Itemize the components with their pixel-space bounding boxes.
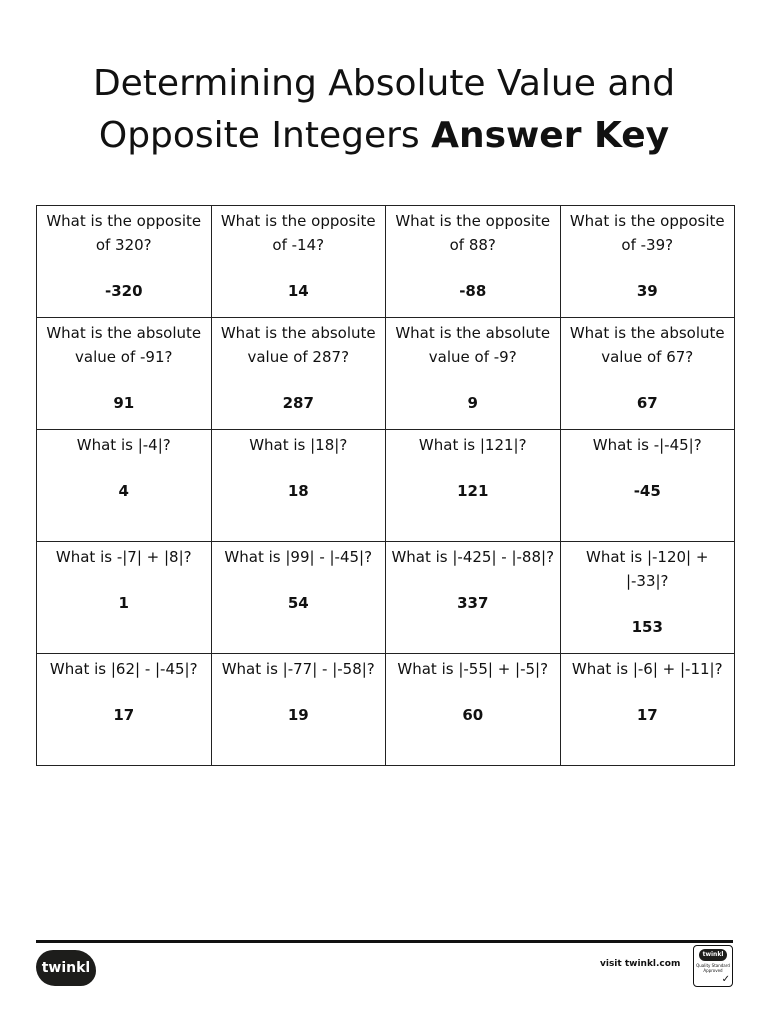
answer-text: -88 <box>459 282 487 300</box>
grid-row <box>37 206 735 318</box>
answer-grid <box>36 205 735 766</box>
question-cell <box>386 430 561 542</box>
question-cell <box>37 206 212 318</box>
answer-text: 1 <box>118 594 129 612</box>
answer-text: 14 <box>287 282 309 300</box>
question-text: What is |99| - |-45|? <box>224 548 373 566</box>
question-text: What is -|-45|? <box>592 436 702 454</box>
question-cell <box>37 654 212 766</box>
question-cell <box>386 318 561 430</box>
footer-divider <box>36 940 733 943</box>
grid-row <box>37 654 735 766</box>
question-text: What is -|7| + |8|? <box>55 548 192 566</box>
question-cell <box>560 206 735 318</box>
answer-text: 17 <box>636 706 658 724</box>
question-cell <box>211 542 386 654</box>
twinkl-logo <box>36 950 96 986</box>
question-text: What is |-120| + |-33|? <box>586 548 709 590</box>
question-text: What is the opposite of 320? <box>46 212 202 254</box>
grid-row <box>37 542 735 654</box>
question-text: What is the absolute value of 287? <box>220 324 376 366</box>
question-text: What is the opposite of -39? <box>569 212 725 254</box>
answer-text: 91 <box>113 394 135 412</box>
checkmark-icon: ✓ <box>721 974 730 985</box>
question-cell <box>386 654 561 766</box>
question-text: What is the opposite of 88? <box>395 212 551 254</box>
question-cell <box>386 206 561 318</box>
question-text: What is |-55| + |-5|? <box>397 660 549 678</box>
grid-row <box>37 318 735 430</box>
badge-logo: twinkl <box>699 949 727 961</box>
answer-text: -320 <box>104 282 143 300</box>
question-cell <box>560 318 735 430</box>
logo-text: twinkl <box>41 960 91 976</box>
answer-text: 4 <box>118 482 129 500</box>
question-cell <box>560 654 735 766</box>
visit-link[interactable]: visit twinkl.com <box>600 959 681 969</box>
title-line-1: Determining Absolute Value and <box>92 63 676 104</box>
answer-text: 9 <box>467 394 478 412</box>
answer-text: -45 <box>633 482 661 500</box>
question-cell <box>560 542 735 654</box>
question-text: What is |18|? <box>249 436 348 454</box>
answer-text: 39 <box>636 282 658 300</box>
question-text: What is the absolute value of 67? <box>569 324 725 366</box>
answer-text: 17 <box>113 706 135 724</box>
question-text: What is |121|? <box>418 436 527 454</box>
badge-text: Quality Standard Approved <box>696 963 730 973</box>
answer-text: 19 <box>287 706 309 724</box>
answer-text: 153 <box>631 618 663 636</box>
question-cell <box>211 318 386 430</box>
question-text: What is the opposite of -14? <box>220 212 376 254</box>
question-text: What is |62| - |-45|? <box>49 660 198 678</box>
question-text: What is |-6| + |-11|? <box>571 660 723 678</box>
question-cell <box>211 206 386 318</box>
answer-text: 121 <box>457 482 489 500</box>
question-text: What is |-425| - |-88|? <box>391 548 555 566</box>
question-cell <box>211 654 386 766</box>
quality-badge <box>693 945 733 987</box>
title-answer-key: Answer Key <box>431 115 670 156</box>
question-text: What is the absolute value of -91? <box>46 324 202 366</box>
title-line-2: Opposite Integers <box>98 115 420 156</box>
question-cell <box>560 430 735 542</box>
grid-row <box>37 430 735 542</box>
question-text: What is |-4|? <box>76 436 171 454</box>
question-cell <box>37 542 212 654</box>
question-cell <box>37 430 212 542</box>
question-cell <box>386 542 561 654</box>
question-text: What is the absolute value of -9? <box>395 324 551 366</box>
answer-text: 60 <box>462 706 484 724</box>
question-cell <box>37 318 212 430</box>
answer-text: 337 <box>457 594 489 612</box>
question-cell <box>211 430 386 542</box>
answer-text: 54 <box>287 594 309 612</box>
answer-text: 287 <box>282 394 314 412</box>
answer-text: 18 <box>287 482 309 500</box>
page-title <box>0 58 768 162</box>
answer-text: 67 <box>636 394 658 412</box>
question-text: What is |-77| - |-58|? <box>221 660 375 678</box>
